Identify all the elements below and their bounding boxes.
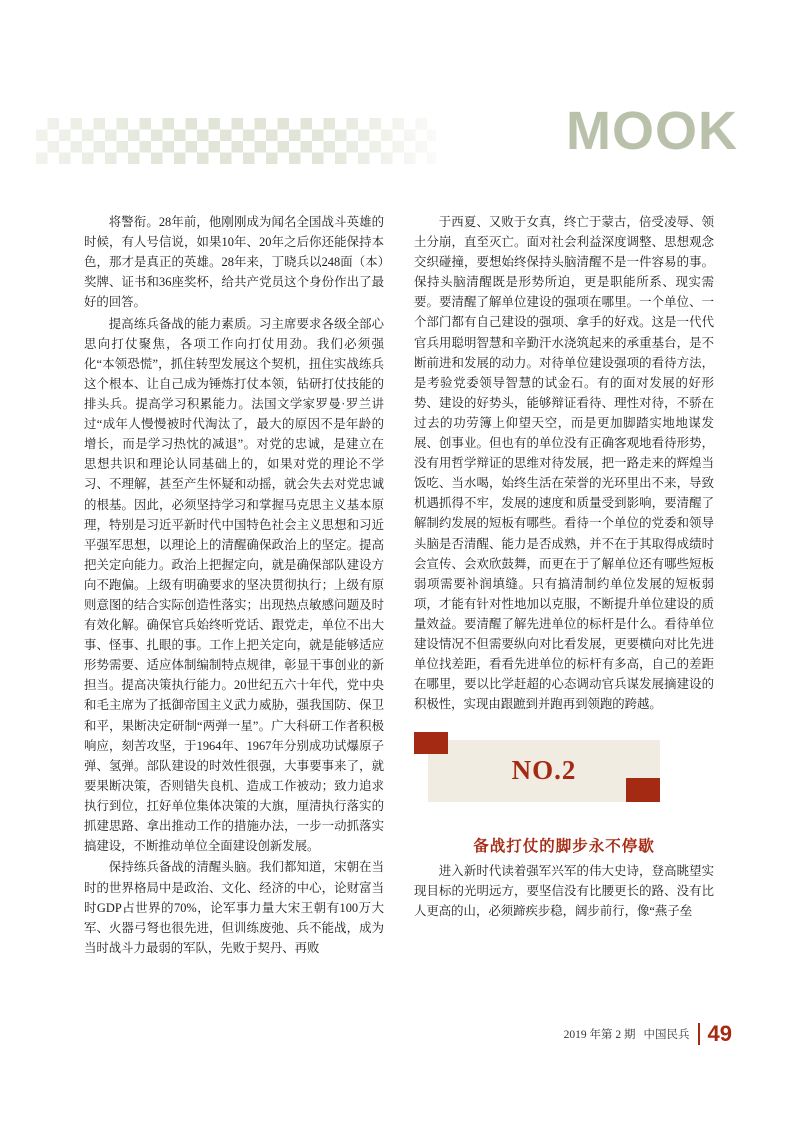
left-text-column [84,212,384,959]
paragraph: 于西夏、又败于女真，终亡于蒙古，倍受凌辱、领土分崩，直至灭亡。面对社会利益深度调整、思想观念交织碰撞，要想始终保持头脑清醒不是一件容易的事。保持头脑清醒既是形势所迫，更是职能所系、现实需要。要清醒了解单位建设的强项在哪里。一个单位、一个部门都有自己建设的强项、拿手的好戏。这是一代代官兵用聪明智慧和辛勤汗水浇筑起来的承重基台，是不断前进和发展的动力。对待单位建设强项的看待方法，是考验党委领导智慧的试金石。有的面对发展的好形势、建设的好势头，能够辩证看待、理性对待，不骄在过去的功劳簿上仰望天空，而是更加脚踏实地地谋发展、创事业。但也有的单位没有正确客观地看待形势，没有用哲学辩证的思维对待发展，把一路走来的辉煌当饭吃、当水喝，始终生活在荣誉的光环里出不来，导致机遇抓得不牢，发展的速度和质量受到影响，要清醒了解制约发展的短板有哪些。看待一个单位的党委和领导头脑是否清醒、能力是否成熟，并不在于其取得成绩时会宣传、会欢欣鼓舞，而更在于了解单位还有哪些短板弱项需要补润填缝。只有搞清制约单位发展的短板弱项，才能有针对性地加以克服，不断提升单位建设的质量效益。要清醒了解先进单位的标杆是什么。看待单位建设情况不但需要纵向对比看发展，更要横向对比先进单位找差距，看看先进单位的标杆有多高，自己的差距在哪里，要以比学赶超的心态调动官兵谋发展摘建设的积极性，实现由跟蹠到并跑再到领跑的跨越。 [414,215,714,712]
page-header [0,101,794,178]
paragraph: 将警衔。28年前，他刚刚成为闻名全国战斗英雄的时候，有人号信说，如果10年、20年之后你还能保持本色，那才是真正的英雄。28年来，丁晓兵以248面（本）奖牌、证书和36座奖杯，给共产党员这个身份作出了最好的回答。 [84,215,384,310]
magazine-name: 中国民兵 [643,1029,690,1041]
right-text-column [414,212,714,923]
issue-label: 2019 年第 2 期 [563,1029,636,1041]
footer-divider [698,1023,700,1045]
section-title: 备战打仗的脚步永不停歇 [473,838,655,856]
paragraph: 提高练兵备战的能力素质。习主席要求各级全部心思向打仗聚焦，各项工作向打仗用劲。我们必须强化“本领恐慌”，抓住转型发展这个契机，扭住实战练兵这个根本、让自己成为锤炼打仗本领，钻研打仗技能的排头兵。提高学习积累能力。法国文学家罗曼·罗兰讲过“成年人慢慢被时代淘汰了，最大的原因不是年龄的增长，而是学习热忱的减退”。对党的忠诚，是建立在思想共识和理论认同基础上的，如果对党的理论不学习、不理解，甚至产生怀疑和动摇，就会失去对党忠诚的根基。因此，必须坚持学习和掌握马克思主义基本原理，特别是习近平新时代中国特色社会主义思想和习近平强军思想，以理论上的清醒确保政治上的坚定。提高把关定向能力。政治上把握定向，就是确保部队建设方向不跑偏。上级有明确要求的坚决贯彻执行；上级有原则意图的结合实际创造性落实；出现热点敏感问题及时有效化解。确保官兵始终听党话、跟党走，单位不出大事、怪事、扎眼的事。工作上把关定向，就是能够适应形势需要、适应体制编制特点规律，彰显干事创业的新担当。提高决策执行能力。20世纪五六十年代，党中央和毛主席为了抵御帝国主义武力威胁，强我国防、保卫和平，果断决定研制“两弹一星”。广大科研工作者积极响应，刻苦攻坚，于1964年、1967年分别成功试爆原子弹、氢弹。部队建设的时效性很强，大事要事来了，就要果断决策，否则错失良机、造成工作被动；致力追求执行到位，扛好单位集体决策的大旗，厘清执行落实的抓建思路、拿出推动工作的措施办法，一步一动抓落实搞建设，不断推动单位全面建设创新发展。 [84,316,384,854]
checkerboard-fade-overlay [36,118,436,164]
paragraph: 进入新时代读着强军兴军的伟大史诗，登高眺望实现目标的光明远方，要坚信没有比腰更长的路、没有比人更高的山，必须蹄疾步稳，阔步前行，像“燕子垒 [414,864,714,919]
mook-wordmark: MOOK [566,101,738,161]
paragraph: 保持练兵备战的清醒头脑。我们都知道，宋朝在当时的世界格局中是政治、文化、经济的中心，论财富当时GDP占世界的70%，论军事力量大宋王朝有100万大军、火器弓弩也很先进，但训练废弛、兵不能战，成为当时战斗力最弱的军队，先败于契丹、再败 [84,860,384,955]
section-number-banner [414,732,714,824]
section-number-label: NO.2 [511,755,577,786]
page-number: 49 [707,1021,732,1046]
page-footer [564,1023,732,1045]
